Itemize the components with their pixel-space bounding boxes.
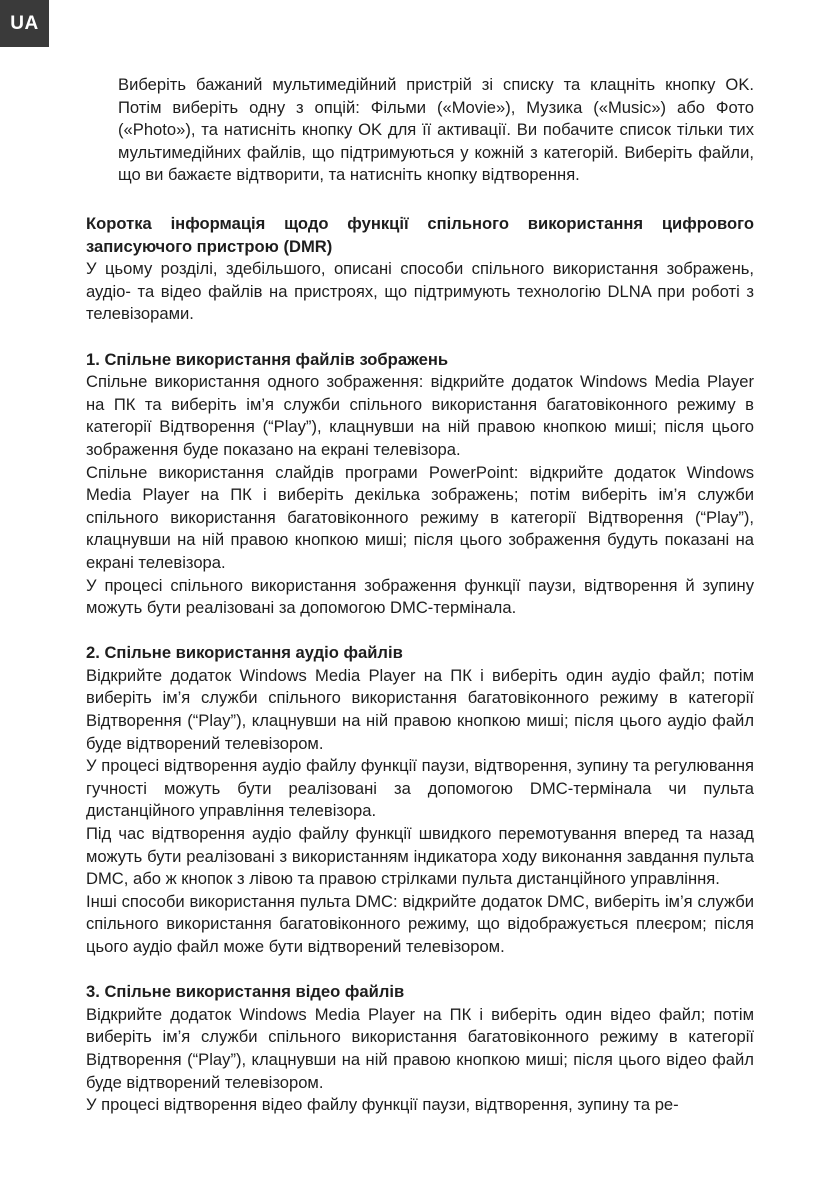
main-content bbox=[86, 213, 754, 1117]
video-paragraph-2: У процесі відтворення відео файлу функції паузи, відтворення, зупину та ре- bbox=[86, 1095, 679, 1115]
video-heading: 3. Спільне використання відео файлів bbox=[86, 982, 405, 1002]
intro-paragraph: Виберіть бажаний мультимедійний пристрій зі списку та клацніть кнопку OK. Потім виберіть одну з опцій: Фільми («Movie»), Музика («Music») або Фото («Photo»), та натисніть кнопку OK для її активації. Ви побачите список тільки тих мультимедійних файлів, що підтримуються у кожній з категорій. Виберіть файли, що ви бажаєте відтворити, та натисніть кнопку відтворення. bbox=[118, 75, 754, 185]
language-tab: UA bbox=[0, 0, 49, 47]
video-paragraph-1: Відкрийте додаток Windows Media Player на ПК і виберіть один відео файл; потім виберіть ім’я служби спільного використання багатовіконного режиму в категорії Відтворення (“Play”), клацнувши на ній правою кнопкою миші; після цього відео файл буде відтворений телевізором. bbox=[86, 1004, 754, 1092]
images-heading: 1. Спільне використання файлів зображень bbox=[86, 349, 449, 369]
images-paragraph-1: Спільне використання одного зображення: відкрийте додаток Windows Media Player на ПК та виберіть ім’я служби спільного використання багатовіконного режиму в категорії Відтворення (“Play”), клацнувши на ній правою кнопкою миші; після цього зображення буде показано на екрані телевізора. bbox=[86, 372, 754, 459]
dmr-paragraph: У цьому розділі, здебільшого, описані способи спільного використання зображень, аудіо- та відео файлів на пристроях, що підтримують технологію DLNA при роботі з телевізорами. bbox=[86, 259, 754, 324]
intro-section bbox=[118, 74, 754, 187]
audio-paragraph-1: Відкрийте додаток Windows Media Player на ПК і виберіть один аудіо файл; потім виберіть ім’я служби спільного використання багатовіконного режиму в категорії Відтворення (“Play”), клацнувши на ній правою кнопкою миші; після цього аудіо файл буде відтворений телевізором. bbox=[86, 665, 754, 753]
audio-heading: 2. Спільне використання аудіо файлів bbox=[86, 643, 403, 663]
images-paragraph-3: У процесі спільного використання зображення функції паузи, відтворення й зупину можуть бути реалізовані за допомогою DMC-термінала. bbox=[86, 575, 754, 618]
audio-paragraph-4: Інші способи використання пульта DMC: відкрийте додаток DMC, виберіть ім’я служби спільного використання багатовіконного режиму, що відображується плеєром; після цього аудіо файл може бути відтворений телевізором. bbox=[86, 891, 754, 956]
dmr-heading: Коротка інформація щодо функції спільного використання цифрового записуючого пристрою (DMR) bbox=[86, 214, 754, 256]
images-paragraph-2: Спільне використання слайдів програми PowerPoint: відкрийте додаток Windows Media Player на ПК і виберіть декілька зображень; потім виберіть ім’я служби спільного використання багатовіконного режиму в категорії Відтворення (“Play”), клацнувши на ній правою кнопкою миші; після цього зображення будуть показані на екрані телевізора. bbox=[86, 462, 754, 572]
audio-paragraph-2: У процесі відтворення аудіо файлу функції паузи, відтворення, зупину та регулювання гучності можуть бути реалізовані за допомогою DMC-термінала чи пульта дистанційного управління телевізора. bbox=[86, 756, 754, 821]
audio-paragraph-3: Під час відтворення аудіо файлу функції швидкого перемотування вперед та назад можуть бути реалізовані з використанням індикатора ходу виконання завдання пульта DMC, або ж кнопок з лівою та правою стрілками пульта дистанційного управління. bbox=[86, 824, 754, 889]
